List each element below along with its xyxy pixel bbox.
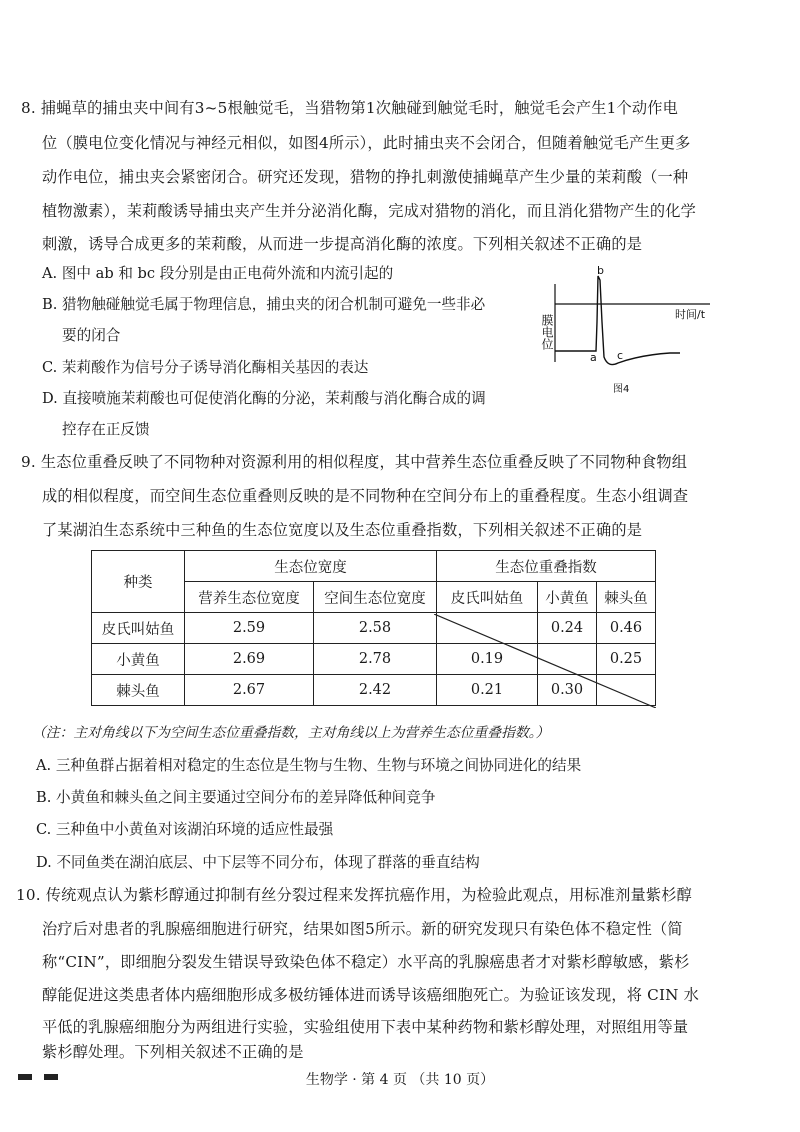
nutrition-width: 2.69	[185, 644, 314, 675]
q9-option-d: D. 不同鱼类在湖泊底层、中下层等不同分布，体现了群落的垂直结构	[36, 854, 480, 871]
overlap-value: 0.25	[597, 644, 656, 675]
space-width: 2.78	[314, 644, 437, 675]
q10-line-3: 称“CIN”，即细胞分裂发生错误导致染色体不稳定）水平高的乳腺癌患者才对紫杉醇敏感，紫杉	[42, 953, 690, 971]
table-subheader: 营养生态位宽度	[185, 582, 314, 613]
x-axis-label: 时间/t	[675, 308, 706, 321]
q9-line-2: 成的相似程度，而空间生态位重叠则反映的是不同物种在空间分布上的重叠程度。生态小组调查	[42, 487, 689, 505]
table-subheader: 皮氏叫姑鱼	[437, 582, 538, 613]
q8-option-d: D. 直接喷施茉莉酸也可促使消化酶的分泌，茉莉酸与消化酶合成的调	[42, 390, 486, 407]
q9-line-3: 了某湖泊生态系统中三种鱼的生态位宽度以及生态位重叠指数，下列相关叙述不正确的是	[42, 521, 643, 539]
overlap-value: 0.46	[597, 613, 656, 644]
species-name: 小黄鱼	[92, 644, 185, 675]
q8-line-5: 刺激，诱导合成更多的茉莉酸，从而进一步提高消化酶的浓度。下列相关叙述不正确的是	[42, 235, 643, 253]
nutrition-width: 2.59	[185, 613, 314, 644]
q8-option-d-cont: 控存在正反馈	[62, 421, 150, 438]
q8-option-b: B. 猎物触碰触觉毛属于物理信息，捕虫夹的闭合机制可避免一些非必	[42, 296, 486, 313]
q8-option-c: C. 茉莉酸作为信号分子诱导消化酶相关基因的表达	[42, 359, 369, 376]
table-header-overlap: 生态位重叠指数	[437, 551, 656, 582]
q8-option-b-cont: 要的闭合	[62, 327, 121, 344]
q10-line-6: 紫杉醇处理。下列相关叙述不正确的是	[42, 1043, 304, 1061]
table-header-width: 生态位宽度	[185, 551, 437, 582]
page-footer: 生物学 · 第 4 页 （共 10 页）	[305, 1072, 495, 1088]
q9-option-b: B. 小黄鱼和棘头鱼之间主要通过空间分布的差异降低种间竞争	[36, 789, 436, 806]
table-subheader: 小黄鱼	[538, 582, 597, 613]
overlap-value: 0.21	[437, 675, 538, 706]
q9-table-note: （注：主对角线以下为空间生态位重叠指数，主对角线以上为营养生态位重叠指数。）	[32, 725, 550, 741]
table-header-species: 种类	[92, 551, 185, 613]
space-width: 2.42	[314, 675, 437, 706]
species-name: 皮氏叫姑鱼	[92, 613, 185, 644]
species-name: 棘头鱼	[92, 675, 185, 706]
q10-line-5: 平低的乳腺癌细胞分为两组进行实验，实验组使用下表中某种药物和紫杉醇处理，对照组用等量	[42, 1018, 689, 1036]
overlap-value: 0.19	[437, 644, 538, 675]
q9-option-a: A. 三种鱼群占据着相对稳定的生态位是生物与生物、生物与环境之间协同进化的结果	[36, 757, 582, 774]
nutrition-width: 2.67	[185, 675, 314, 706]
q9-line-1: 9. 生态位重叠反映了不同物种对资源利用的相似程度，其中营养生态位重叠反映了不同物种食物组	[21, 453, 688, 471]
table-subheader: 空间生态位宽度	[314, 582, 437, 613]
q8-line-2: 位（膜电位变化情况与神经元相似，如图4所示），此时捕虫夹不会闭合，但随着触觉毛产生更多	[42, 134, 691, 152]
q8-line-4: 植物激素），茉莉酸诱导捕虫夹产生并分泌消化酶，完成对猎物的消化，而且消化猎物产生的化学	[42, 202, 697, 220]
q8-line-1: 8. 捕蝇草的捕虫夹中间有3~5根触觉毛，当猎物第1次触碰到触觉毛时，触觉毛会产生1个动作电	[21, 99, 679, 117]
q10-line-1: 10. 传统观点认为紫杉醇通过抑制有丝分裂过程来发挥抗癌作用，为检验此观点，用标准剂量紫杉醇	[16, 886, 693, 904]
figure-4-caption: 图4	[613, 384, 630, 395]
overlap-value: 0.30	[538, 675, 597, 706]
figure-4-membrane-potential	[530, 262, 720, 402]
q10-line-2: 治疗后对患者的乳腺癌细胞进行研究，结果如图5所示。新的研究发现只有染色体不稳定性（简	[42, 920, 683, 938]
table-subheader: 棘头鱼	[597, 582, 656, 613]
y-axis-label: 膜电位	[540, 314, 554, 350]
point-a-label: a	[590, 351, 597, 364]
overlap-value: 0.24	[538, 613, 597, 644]
q9-option-c: C. 三种鱼中小黄鱼对该湖泊环境的适应性最强	[36, 821, 334, 838]
space-width: 2.58	[314, 613, 437, 644]
q8-line-3: 动作电位，捕虫夹会紧密闭合。研究还发现，猎物的挣扎刺激使捕蝇草产生少量的茉莉酸（一种	[42, 168, 689, 186]
point-c-label: c	[617, 349, 624, 362]
table-diagonal-line	[434, 614, 656, 708]
q8-option-a: A. 图中 ab 和 bc 段分别是由正电荷外流和内流引起的	[42, 265, 394, 282]
q10-line-4: 醇能促进这类患者体内癌细胞形成多极纺锤体进而诱导该癌细胞死亡。为验证该发现，将 CIN 水	[42, 986, 700, 1004]
point-b-label: b	[597, 264, 604, 277]
